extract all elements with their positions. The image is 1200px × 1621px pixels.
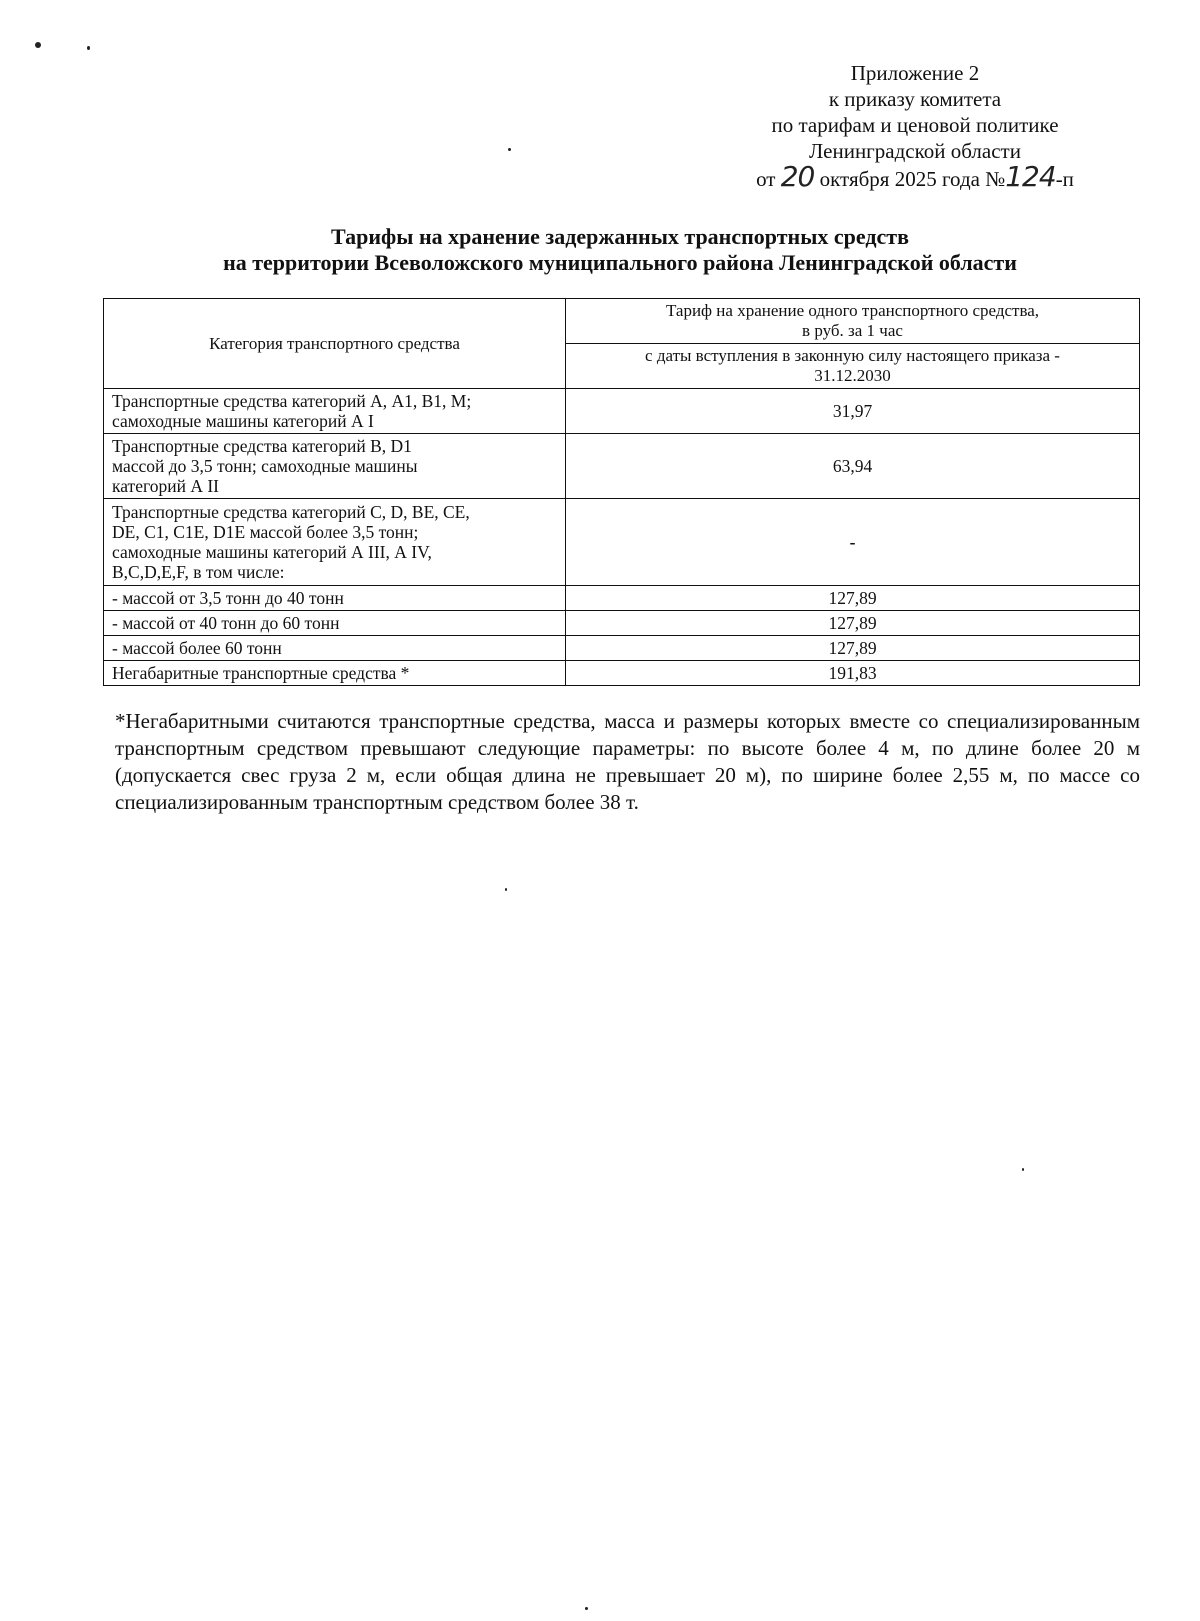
table-row — [104, 499, 1140, 586]
table-header-row — [104, 299, 1140, 344]
header-tariff: Тариф на хранение одного транспортного средства, в руб. за 1 час — [566, 299, 1140, 344]
row-value: 31,97 — [566, 389, 1140, 434]
appendix-header — [700, 60, 1130, 192]
title-line-1: Тарифы на хранение задержанных транспортных средств — [331, 224, 909, 249]
header-period: с даты вступления в законную силу настоящего приказа - 31.12.2030 — [566, 344, 1140, 389]
row-value: 191,83 — [566, 661, 1140, 686]
row-value: 127,89 — [566, 636, 1140, 661]
order-prefix: от — [756, 167, 776, 191]
row-category: Транспортные средства категорий В, D1 массой до 3,5 тонн; самоходные машины категорий А II — [104, 434, 566, 499]
row-category: Негабаритные транспортные средства * — [104, 661, 566, 686]
document-title — [100, 224, 1140, 276]
table-row — [104, 611, 1140, 636]
appendix-line: Приложение 2 — [850, 61, 980, 85]
handwritten-number: 124 — [1005, 160, 1056, 193]
table-row — [104, 434, 1140, 499]
row-value: 127,89 — [566, 611, 1140, 636]
table-row — [104, 389, 1140, 434]
row-category: - массой от 3,5 тонн до 40 тонн — [104, 586, 566, 611]
scan-speck — [1022, 1168, 1024, 1171]
appendix-line: по тарифам и ценовой политике — [771, 113, 1059, 137]
row-category: - массой более 60 тонн — [104, 636, 566, 661]
table-row — [104, 636, 1140, 661]
handwritten-day: 20 — [780, 160, 815, 193]
row-value: 63,94 — [566, 434, 1140, 499]
appendix-line: к приказу комитета — [828, 87, 1002, 111]
scan-speck — [508, 148, 511, 151]
row-category: - массой от 40 тонн до 60 тонн — [104, 611, 566, 636]
scan-speck — [585, 1607, 588, 1610]
order-suffix: -п — [1055, 167, 1074, 191]
header-category: Категория транспортного средства — [104, 299, 566, 389]
row-value: - — [566, 499, 1140, 586]
row-category: Транспортные средства категорий С, D, ВЕ, СЕ, DE, С1, С1Е, D1E массой более 3,5 тонн; самоходные машины категорий А III, А IV, B,C,D,E,F, в том числе: — [104, 499, 566, 586]
scan-speck — [505, 888, 507, 891]
table-row — [104, 586, 1140, 611]
title-line-2: на территории Всеволожского муниципального района Ленинградской области — [223, 250, 1017, 275]
row-category: Транспортные средства категорий А, А1, В1, М; самоходные машины категорий А I — [104, 389, 566, 434]
scan-speck — [87, 46, 90, 50]
table-row — [104, 661, 1140, 686]
scan-speck — [35, 42, 41, 48]
order-date-number — [700, 160, 1130, 193]
order-month-year: октября 2025 года № — [819, 167, 1006, 191]
row-value: 127,89 — [566, 586, 1140, 611]
footnote: *Негабаритными считаются транспортные средства, масса и размеры которых вместе со специализированным транспортным средством превышают следующие параметры: по высоте более 4 м, по длине более 20 м (допускается свес груза 2 м, если общая длина не превышает 20 м), по ширине более 2,55 м, по массе со специализированным транспортным средством более 38 т. — [115, 709, 1140, 814]
tariff-table — [103, 298, 1140, 686]
appendix-line: Ленинградской области — [809, 139, 1021, 163]
